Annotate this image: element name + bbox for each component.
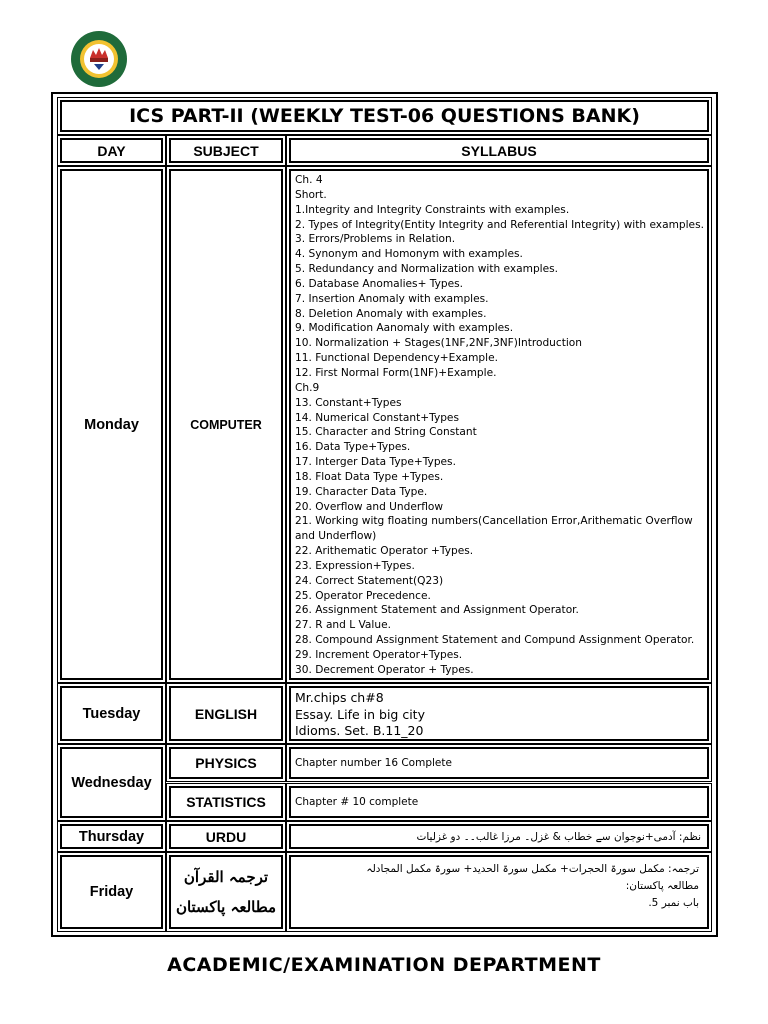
syllabus-line: 22. Arithematic Operator +Types. bbox=[295, 545, 474, 558]
syllabus-statistics: Chapter # 10 complete bbox=[289, 786, 709, 818]
syllabus-line: 3. Errors/Problems in Relation. bbox=[295, 233, 456, 246]
subject-computer: COMPUTER bbox=[169, 169, 283, 680]
syllabus-line: 19. Character Data Type. bbox=[295, 485, 428, 498]
syllabus-line: Idioms. Set. B.11_20 bbox=[295, 723, 424, 738]
syllabus-line: 5. Redundancy and Normalization with examples. bbox=[295, 263, 559, 276]
syllabus-line: 12. First Normal Form(1NF)+Example. bbox=[295, 366, 497, 379]
syllabus-line: باب نمبر 5. bbox=[648, 897, 699, 909]
day-friday: Friday bbox=[60, 855, 163, 929]
syllabus-line: 9. Modification Aanomaly with examples. bbox=[295, 322, 514, 335]
day-thursday: Thursday bbox=[60, 824, 163, 849]
syllabus-line: 23. Expression+Types. bbox=[295, 559, 415, 572]
department-footer: ACADEMIC/EXAMINATION DEPARTMENT bbox=[167, 954, 601, 976]
syllabus-line: 8. Deletion Anomaly with examples. bbox=[295, 307, 487, 320]
syllabus-line: مطالعہ پاکستان: bbox=[625, 880, 699, 892]
day-wednesday: Wednesday bbox=[60, 747, 163, 818]
syllabus-line: 21. Working witg floating numbers(Cancellation Error,Arithematic Overflow and Underflow) bbox=[295, 515, 693, 543]
page-title: ICS PART-II (WEEKLY TEST-06 QUESTIONS BANK) bbox=[60, 100, 709, 132]
subject-physics: PHYSICS bbox=[169, 747, 283, 779]
syllabus-line: 10. Normalization + Stages(1NF,2NF,3NF)Introduction bbox=[295, 337, 583, 350]
syllabus-line: 18. Float Data Type +Types. bbox=[295, 470, 444, 483]
syllabus-line: 17. Interger Data Type+Types. bbox=[295, 456, 456, 469]
syllabus-line: 20. Overflow and Underflow bbox=[295, 500, 444, 513]
syllabus-line: 15. Character and String Constant bbox=[295, 426, 477, 439]
day-tuesday: Tuesday bbox=[60, 686, 163, 741]
syllabus-line: 2. Types of Integrity(Entity Integrity and Referential Integrity) with examples. bbox=[295, 218, 704, 231]
syllabus-line: 6. Database Anomalies+ Types. bbox=[295, 277, 464, 290]
syllabus-line: 1.Integrity and Integrity Constraints with examples. bbox=[295, 203, 570, 216]
syllabus-line: Short. bbox=[295, 188, 327, 201]
subject-friday bbox=[169, 855, 283, 929]
subject-statistics: STATISTICS bbox=[169, 786, 283, 818]
syllabus-line: 26. Assignment Statement and Assignment Operator. bbox=[295, 604, 579, 617]
syllabus-line: Essay. Life in big city bbox=[295, 706, 425, 722]
subject-tarjuma-quran: ترجمہ القرآن bbox=[183, 868, 269, 886]
syllabus-line: 29. Increment Operator+Types. bbox=[295, 649, 463, 661]
syllabus-line: 13. Constant+Types bbox=[295, 396, 402, 409]
syllabus-line: 24. Correct Statement(Q23) bbox=[295, 574, 444, 587]
subject-urdu: URDU bbox=[169, 824, 283, 849]
syllabus-thursday bbox=[289, 824, 709, 849]
subject-english: ENGLISH bbox=[169, 686, 283, 741]
syllabus-tuesday bbox=[289, 686, 709, 741]
day-monday: Monday bbox=[60, 169, 163, 680]
header-subject: SUBJECT bbox=[169, 138, 283, 163]
syllabus-line: Ch.9 bbox=[295, 381, 320, 394]
college-seal-logo-icon bbox=[70, 30, 128, 88]
syllabus-line: 16. Data Type+Types. bbox=[295, 441, 411, 454]
syllabus-line: 28. Compound Assignment Statement and Compund Assignment Operator. bbox=[295, 634, 695, 647]
header-day: DAY bbox=[60, 138, 163, 163]
subject-mutala-pakistan: مطالعہ پاکستان bbox=[175, 898, 277, 916]
syllabus-line: 27. R and L Value. bbox=[295, 619, 391, 632]
syllabus-line: 30. Decrement Operator + Types. bbox=[295, 663, 474, 676]
syllabus-line: 25. Operator Precedence. bbox=[295, 589, 431, 602]
header-syllabus: SYLLABUS bbox=[289, 138, 709, 163]
syllabus-line: Ch. 4 bbox=[295, 174, 323, 186]
syllabus-line: 7. Insertion Anomaly with examples. bbox=[295, 292, 489, 305]
syllabus-line: 11. Functional Dependency+Example. bbox=[295, 352, 498, 365]
syllabus-friday bbox=[289, 855, 709, 929]
syllabus-monday bbox=[289, 169, 709, 680]
syllabus-line: 14. Numerical Constant+Types bbox=[295, 411, 459, 424]
syllabus-physics: Chapter number 16 Complete bbox=[289, 747, 709, 779]
syllabus-line: 4. Synonym and Homonym with examples. bbox=[295, 248, 523, 261]
syllabus-line: ترجمہ: مکمل سورۃ الحجرات+ مکمل سورۃ الحدید+ سورۃ مکمل المجادلہ bbox=[366, 863, 699, 875]
syllabus-line: Mr.chips ch#8 bbox=[295, 690, 384, 705]
syllabus-thursday-text: نظم: آدمی+نوجوان سے خطاب & غزل۔ مرزا غالب۔۔ دو غزلیات bbox=[416, 830, 701, 843]
